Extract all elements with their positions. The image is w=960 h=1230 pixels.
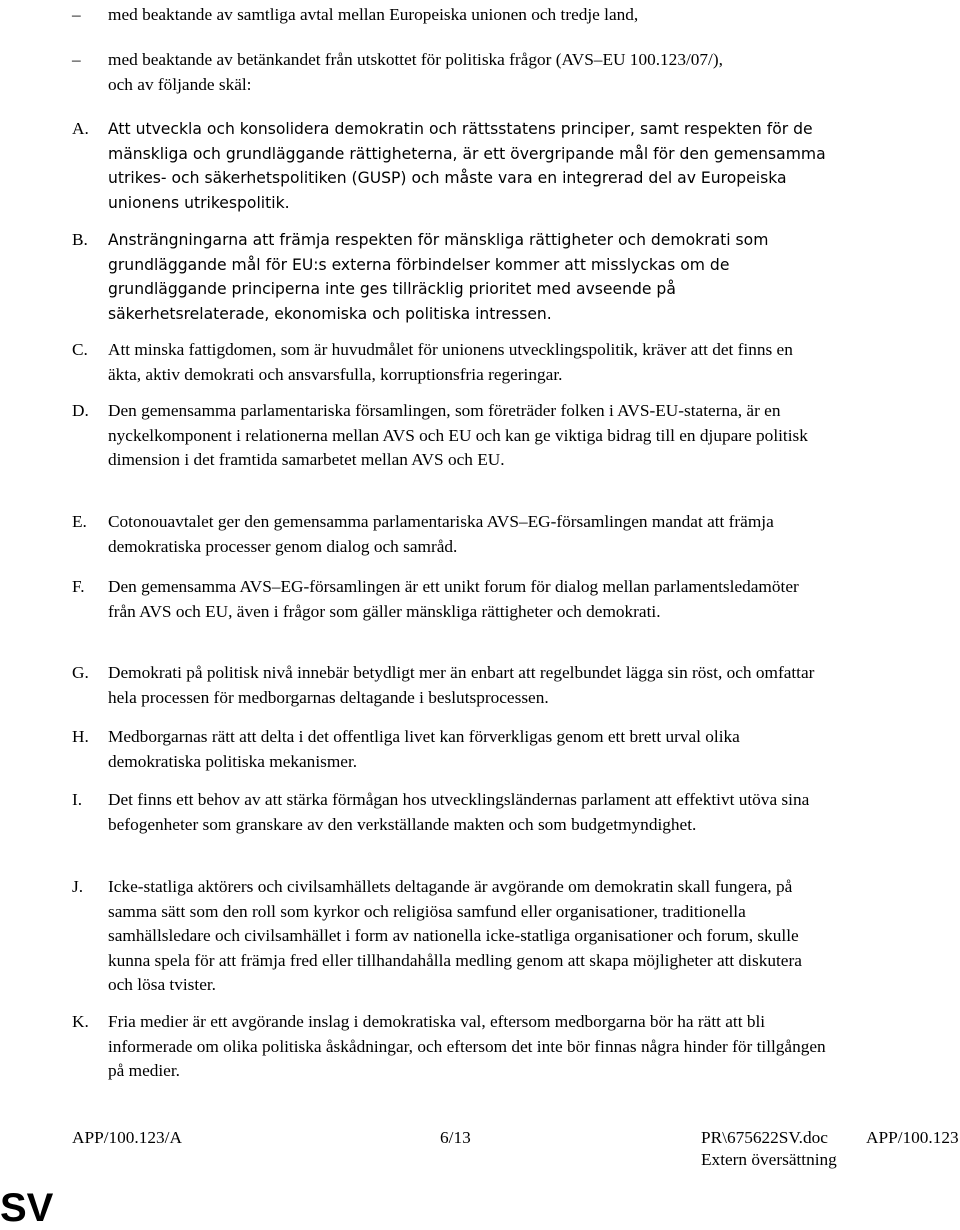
recital-text: Den gemensamma AVS–EG-församlingen är ett unikt forum för dialog mellan parlamentsledamöter från AVS och EU, även i frågor som gäller mänskliga rättigheter och demokrati. <box>108 577 799 621</box>
recital-letter: I. <box>72 790 83 809</box>
recital-letter: H. <box>72 727 89 746</box>
recital-letter: D. <box>72 401 89 420</box>
recital-letter: E. <box>72 512 87 531</box>
recital-text: Demokrati på politisk nivå innebär betydligt mer än enbart att regelbundet lägga sin röst, och omfattar hela processen för medborgarnas deltagande i beslutsprocessen. <box>108 663 815 707</box>
recital-text: Cotonouavtalet ger den gemensamma parlamentariska AVS–EG-församlingen mandat att främja demokratiska processer genom dialog och samråd. <box>108 512 774 556</box>
recital-text: Ansträngningarna att främja respekten för mänskliga rättigheter och demokrati som grundläggande mål för EU:s externa förbindelser kommer att misslyckas om de grundläggande principerna inte ges tillräcklig prioritet med avseende på säkerhetsrelaterade, ekonomiska och politiska intressen. <box>108 231 769 323</box>
footer-translation-note: Extern översättning <box>701 1150 837 1169</box>
footer-page-number: 6/13 <box>440 1128 471 1147</box>
dash-marker: – <box>72 50 81 69</box>
recital-letter: G. <box>72 663 89 682</box>
recital-letter: C. <box>72 340 88 359</box>
recital-text: Att minska fattigdomen, som är huvudmålet för unionens utvecklingspolitik, kräver att det finns en äkta, aktiv demokrati och ansvarsfulla, korruptionsfria regeringar. <box>108 340 793 384</box>
recital-letter: J. <box>72 877 84 896</box>
language-code: SV <box>0 1186 54 1230</box>
recital-text: Den gemensamma parlamentariska församlingen, som företräder folken i AVS-EU-staterna, är en nyckelkomponent i relationerna mellan AVS och EU och kan ge viktiga bidrag till en djupare politisk dimension i det framtida samarbetet mellan AVS och EU. <box>108 401 808 470</box>
recital-letter: A. <box>72 119 89 138</box>
recital-text: Att utveckla och konsolidera demokratin och rättsstatens principer, samt respekten för de mänskliga och grundläggande rättigheterna, är ett övergripande mål för den gemensamma utrikes- och säkerhetspolitiken (GUSP) och måste vara en integrerad del av Europeiska unionens utrikespolitik. <box>108 120 826 212</box>
recital-letter: K. <box>72 1012 89 1031</box>
recital-letter: B. <box>72 230 88 249</box>
preamble-text: med beaktande av betänkandet från utskottet för politiska frågor (AVS–EU 100.123/07/), och av följande skäl: <box>108 50 723 94</box>
recital-text: Det finns ett behov av att stärka förmågan hos utvecklingsländernas parlament att effektivt utöva sina befogenheter som granskare av den verkställande makten och som budgetmyndighet. <box>108 790 810 834</box>
preamble-text: med beaktande av samtliga avtal mellan Europeiska unionen och tredje land, <box>108 5 639 24</box>
footer-file-name: PR\675622SV.doc <box>701 1128 828 1147</box>
recital-letter: F. <box>72 577 85 596</box>
footer-doc-ref-left: APP/100.123/A <box>72 1128 182 1147</box>
recital-text: Fria medier är ett avgörande inslag i demokratiska val, eftersom medborgarna bör ha rätt att bli informerade om olika politiska åskådningar, och eftersom det inte bör finnas några hinder för tillgången på medier. <box>108 1012 826 1081</box>
recital-text: Icke-statliga aktörers och civilsamhällets deltagande är avgörande om demokratin skall fungera, på samma sätt som den roll som kyrkor och religiösa samfund eller organisationer, traditionella samhällsledare och civilsamhället i form av nationella icke-statliga organisationer och forum, skulle kunna spela för att främja fred eller tillhandahålla medling genom att skapa möjligheter att diskutera och lösa tvister. <box>108 877 802 995</box>
dash-marker: – <box>72 5 81 24</box>
recital-text: Medborgarnas rätt att delta i det offentliga livet kan förverkligas genom ett brett urval olika demokratiska politiska mekanismer. <box>108 727 740 771</box>
footer-doc-ref-right: APP/100.123 <box>866 1128 959 1147</box>
